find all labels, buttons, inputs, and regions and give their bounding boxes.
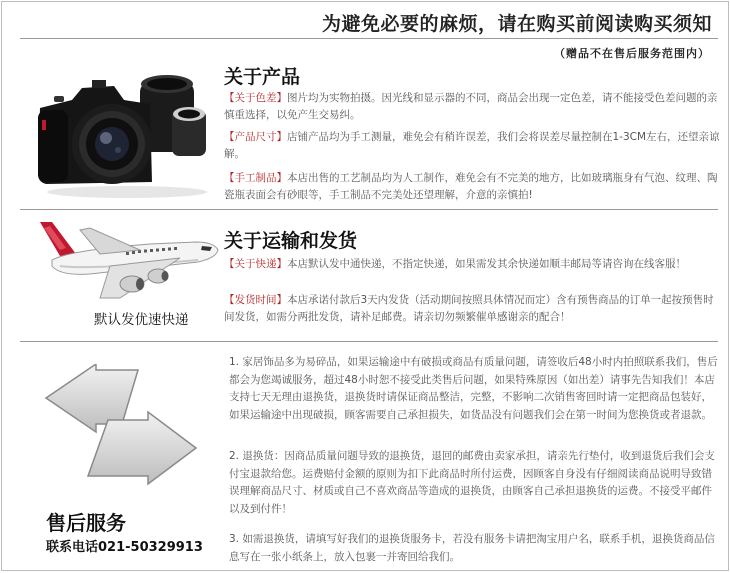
paragraph-text: 店铺产品均为手工测量，难免会有稍许误差，我们会将误差尽量控制在1-3CM左右，还望亲谅解。 bbox=[224, 131, 720, 160]
product-handmade-paragraph bbox=[224, 170, 722, 204]
shipping-section-title: 关于运输和发货 bbox=[224, 230, 358, 252]
tag-label: 【关于快递】 bbox=[224, 258, 287, 270]
courier-paragraph bbox=[224, 256, 724, 273]
purchase-notice-page bbox=[1, 1, 729, 571]
page-title: 为避免必要的麻烦，请在购买前阅读购买须知 bbox=[321, 13, 712, 35]
airplane-image bbox=[30, 214, 222, 306]
product-section-title: 关于产品 bbox=[224, 66, 301, 88]
paragraph-text: 本店出售的工艺制品均为人工制作，难免会有不完美的地方，比如玻璃瓶身有气泡、纹理、陶瓷瓶表面会有砂眼等，手工制品不完美处还望理解，介意的亲慎拍! bbox=[224, 172, 718, 201]
service-item-1: 1. 家居饰品多为易碎品，如果运输途中有破损或商品有质量问题，请签收后48小时内拍照联系我们，售后都会为您竭诚服务，超过48小时恕不接受此类售后问题，如果特殊原因（如出差）请事先告知我们！本店支持七天无理由退换货，退换货时请保证商品整洁，完整，不影响二次销售寄回时请一定把商品包装好，如果运输途中出现破损，顾客需要自己承担损失，如货品没有问题我们会在第一时间为您换货或者退款。 bbox=[229, 356, 718, 421]
gift-note: （赠品不在售后服务范围内） bbox=[554, 47, 710, 60]
tag-label: 【手工制品】 bbox=[224, 172, 287, 184]
tag-label: 【关于色差】 bbox=[224, 92, 287, 104]
service-item-3: 3. 如需退换货，请填写好我们的退换货服务卡，若没有服务卡请把淘宝用户名，联系手机，退换货商品信息写在一张小纸条上，放入包裹一并寄回给我们。 bbox=[229, 533, 715, 563]
paragraph-text: 图片均为实物拍摄。因光线和显示器的不同，商品会出现一定色差，请不能接受色差问题的亲慎重选择，以免产生交易纠。 bbox=[224, 92, 718, 121]
paragraph-text: 本店默认发中通快递，不指定快递，如果需发其余快递如顺丰邮局等请咨询在线客服！ bbox=[287, 258, 686, 270]
header-divider bbox=[20, 38, 718, 39]
tag-label: 【发货时间】 bbox=[224, 294, 287, 306]
section-divider bbox=[20, 341, 718, 342]
delivery-time-paragraph bbox=[224, 292, 724, 326]
section-divider bbox=[20, 209, 718, 210]
tag-label: 【产品尺寸】 bbox=[224, 131, 287, 143]
contact-phone: 联系电话021-50329913 bbox=[46, 540, 203, 555]
after-sales-title: 售后服务 bbox=[46, 511, 126, 535]
camera-image bbox=[32, 70, 212, 200]
return-arrows-icon bbox=[38, 364, 202, 486]
default-courier-caption: 默认发优速快递 bbox=[94, 312, 189, 328]
service-item-2: 2. 退换货：因商品质量问题导致的退换货，退回的邮费由卖家承担，请亲先行垫付，收到退货后我们会支付宝退款给您。运费赔付金额的原则为扣下此商品时所付运费，因顾客自身没有仔细阅读商品说明导致错误理解商品尺寸、材质或自己不喜欢商品等造成的退换货，由顾客自己承担退换货的运费。不接受平邮件以及到付件！ bbox=[229, 450, 715, 515]
paragraph-text: 本店承诺付款后3天内发货（活动期间按照具体情况而定）含有预售商品的订单一起按预售时间发货，如需分两批发货，请补足邮费。请亲切勿频繁催单感谢亲的配合！ bbox=[224, 294, 714, 323]
product-size-paragraph bbox=[224, 129, 722, 163]
product-color-paragraph bbox=[224, 90, 722, 124]
